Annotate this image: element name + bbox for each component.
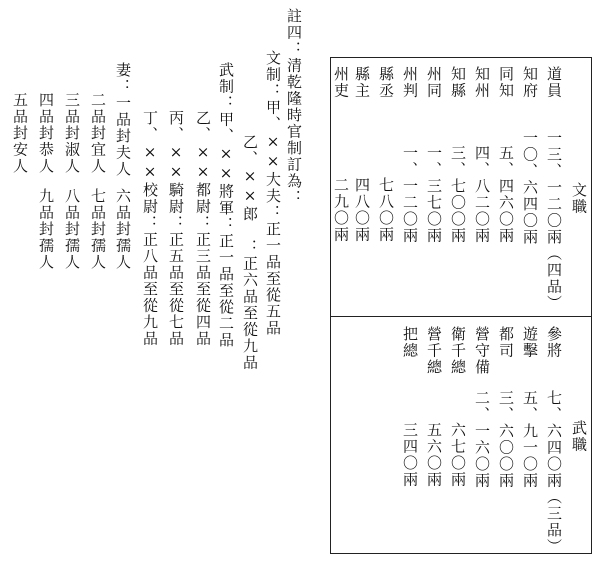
civil-row-title: 同知 <box>497 66 515 99</box>
civil-row-title: 道員 <box>545 66 563 99</box>
civil-row-title: 知府 <box>521 66 539 99</box>
civil-row-value: 一、一二〇兩 <box>401 145 419 244</box>
military-row-title: 都司 <box>497 326 515 359</box>
civil-rank-line-a: 文制：甲、××大夫：正一品至從五品 <box>264 50 282 337</box>
salary-table <box>330 57 592 554</box>
military-rank-line-a: 武制：甲、××將軍：正一品至從二品 <box>217 62 235 349</box>
civil-row-value: 二九〇兩 <box>332 177 350 243</box>
military-row-value: 五六〇兩 <box>425 422 443 488</box>
military-row-title: 參將 <box>545 326 563 359</box>
military-row-title: 衛千總 <box>449 326 467 376</box>
military-row-value: 二、一六〇兩 <box>473 390 491 489</box>
wife-title-line-4: 四品封恭人 <box>37 92 55 175</box>
wife-title-line-5: 五品封安人 <box>11 92 29 175</box>
military-row-title: 營守備 <box>473 326 491 376</box>
wife-title-line-3-right: 八品封孺人 <box>63 188 81 271</box>
civil-header: 文職 <box>570 182 588 215</box>
civil-row-value: 三、七〇〇兩 <box>449 145 467 244</box>
military-rank-line-b: 乙、××都尉：正三品至從四品 <box>194 110 212 347</box>
civil-row-title: 縣丞 <box>377 66 395 99</box>
civil-row-value: 一〇、六四〇兩 <box>521 130 539 246</box>
civil-row-title: 州判 <box>401 66 419 99</box>
civil-row-title: 州吏 <box>332 66 350 99</box>
military-row-value: 七、六四〇兩（三品） <box>545 390 563 555</box>
military-row-value: 三、六〇〇兩 <box>497 390 515 489</box>
wife-title-line-2: 二品封宜人 <box>89 92 107 175</box>
civil-row-value: 四八〇兩 <box>353 177 371 243</box>
civil-row-value: 五、四六〇兩 <box>497 145 515 244</box>
civil-row-value: 一三、一二〇兩（四品） <box>545 130 563 312</box>
civil-row-title: 州同 <box>425 66 443 99</box>
military-row-value: 五、九一〇兩 <box>521 390 539 489</box>
military-row-title: 營千總 <box>425 326 443 376</box>
wife-title-line-1-right: 六品封孺人 <box>114 188 132 271</box>
wife-title-line-3: 三品封淑人 <box>63 92 81 175</box>
military-row-title: 遊擊 <box>521 326 539 359</box>
civil-row-value: 四、八二〇兩 <box>473 145 491 244</box>
wife-title-line-2-right: 七品封孺人 <box>89 188 107 271</box>
wife-title-line-1: 妻：一品封夫人 <box>114 62 132 178</box>
military-row-title: 把總 <box>401 326 419 359</box>
table-divider <box>331 316 591 317</box>
civil-row-title: 知州 <box>473 66 491 99</box>
civil-row-title: 知縣 <box>449 66 467 99</box>
military-row-value: 三四〇兩 <box>401 422 419 488</box>
note-title: 註四：清乾隆時官制訂為： <box>285 8 303 206</box>
civil-row-value: 一、三七〇兩 <box>425 145 443 244</box>
military-rank-line-c: 丙、××騎尉：正五品至從七品 <box>167 110 185 347</box>
military-row-value: 六七〇兩 <box>449 422 467 488</box>
civil-row-value: 七八〇兩 <box>377 177 395 243</box>
wife-title-line-4-right: 九品封孺人 <box>37 188 55 271</box>
military-rank-line-d: 丁、××校尉：正八品至從九品 <box>141 110 159 347</box>
civil-rank-line-b: 乙、××郎 ：正六品至從九品 <box>241 134 259 371</box>
military-header: 武職 <box>570 420 588 453</box>
civil-row-title: 縣主 <box>353 66 371 99</box>
